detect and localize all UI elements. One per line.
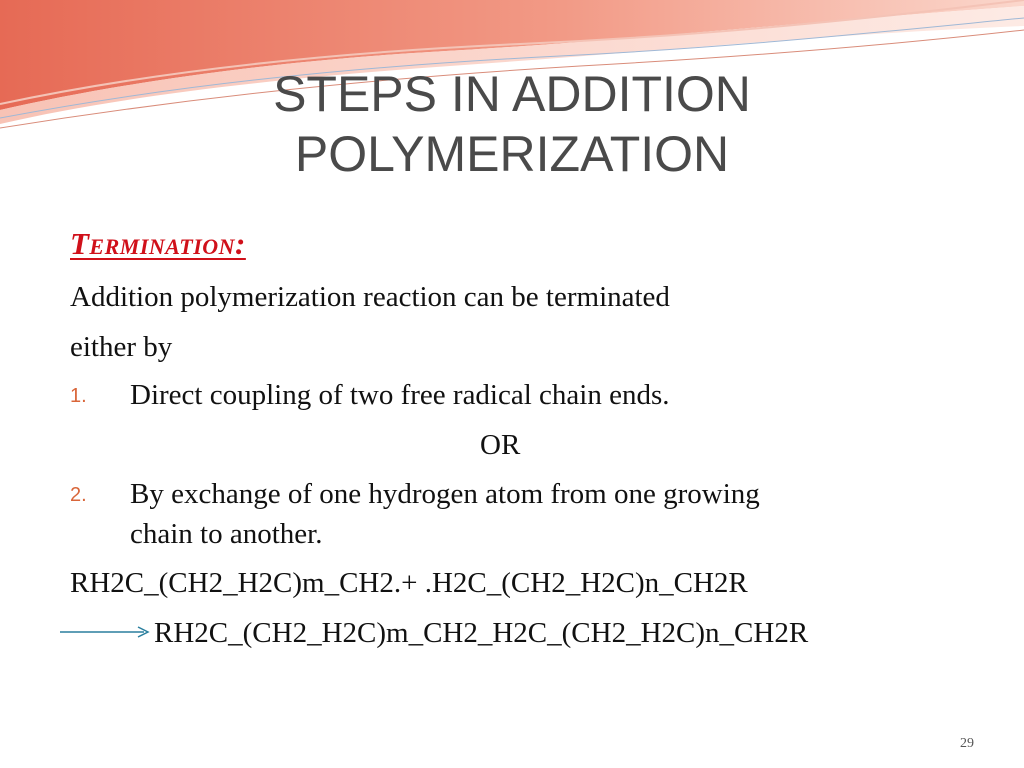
list-number-1: 1. (70, 385, 87, 407)
title-line-2: POLYMERIZATION (294, 126, 730, 182)
reaction-arrow-icon (60, 624, 152, 640)
list-item-2-line-2: chain to another. (130, 518, 323, 550)
intro-line-1: Addition polymerization reaction can be terminated (70, 281, 670, 313)
list-item-2-line-1: By exchange of one hydrogen atom from one growing (130, 478, 760, 510)
intro-line-2: either by (70, 331, 173, 363)
page-number: 29 (960, 736, 974, 751)
list-item-1: Direct coupling of two free radical chain ends. (130, 379, 670, 411)
reaction-equation-reactants: RH2C_(CH2_H2C)m_CH2.+ .H2C_(CH2_H2C)n_CH2R (70, 567, 748, 599)
reaction-equation-product: RH2C_(CH2_H2C)m_CH2_H2C_(CH2_H2C)n_CH2R (154, 617, 809, 649)
list-number-2: 2. (70, 484, 87, 506)
or-separator: OR (480, 429, 521, 461)
title-line-1: STEPS IN ADDITION (273, 66, 751, 122)
section-heading: Termination: (70, 226, 246, 261)
slide-title (0, 64, 1024, 184)
